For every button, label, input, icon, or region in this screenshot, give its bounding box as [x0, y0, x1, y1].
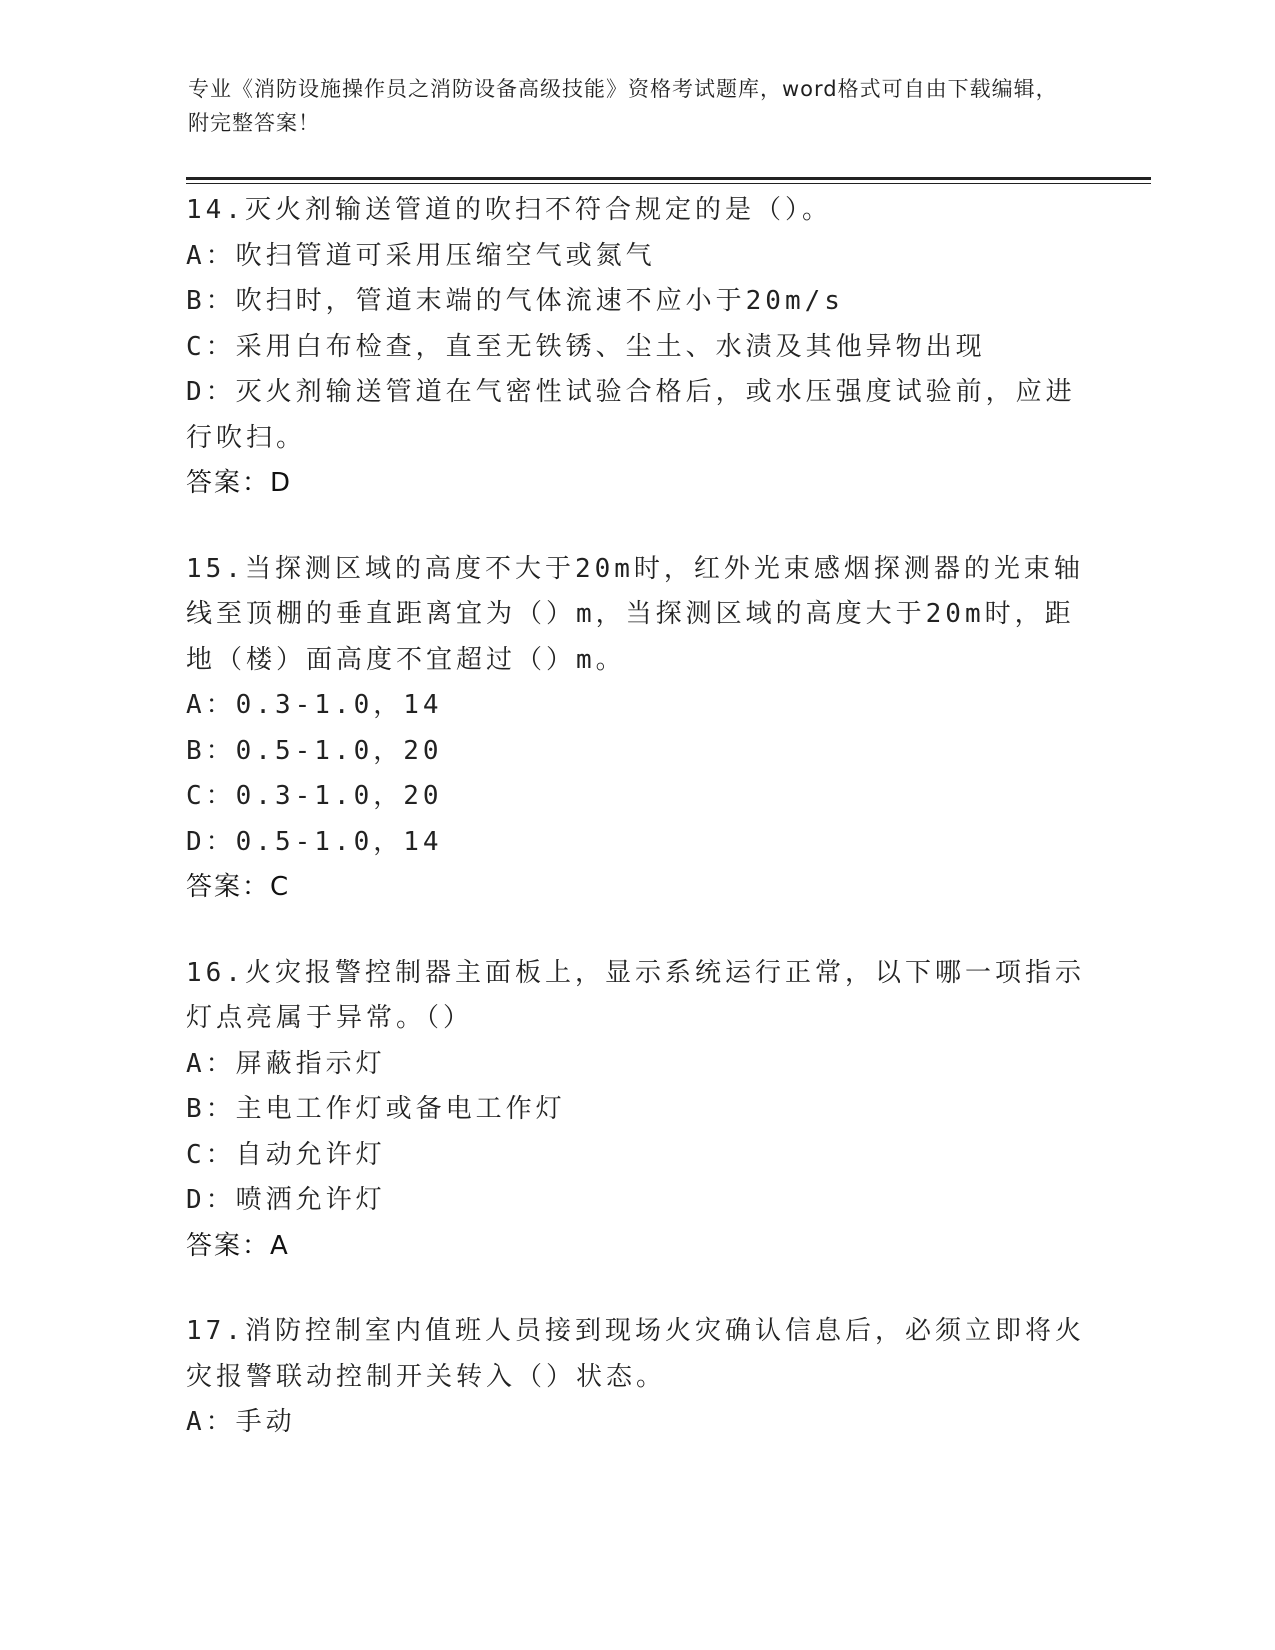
option-c: C：采用白布检查，直至无铁锈、尘土、水渍及其他异物出现 — [186, 331, 986, 362]
option-b: B：主电工作灯或备电工作灯 — [186, 1094, 566, 1124]
question-14 — [186, 188, 1086, 507]
question-15 — [186, 547, 1086, 911]
answer-line: 答案：C — [186, 872, 291, 902]
question-16 — [186, 951, 1086, 1270]
question-stem: 17.消防控制室内值班人员接到现场火灾确认信息后，必须立即将火灾报警联动控制开关转入（）状态。 — [186, 1316, 1085, 1392]
answer-line: 答案：D — [186, 468, 293, 498]
header-divider-thick — [186, 177, 1151, 180]
question-list — [186, 188, 1086, 1446]
option-c: C：自动允许灯 — [186, 1139, 386, 1170]
question-stem: 16.火灾报警控制器主面板上，显示系统运行正常，以下哪一项指示灯点亮属于异常。（） — [186, 957, 1085, 1033]
option-a: A：0.3-1.0，14 — [186, 690, 443, 720]
question-17 — [186, 1309, 1086, 1446]
option-c: C：0.3-1.0，20 — [186, 781, 443, 811]
option-d: D：灭火剂输送管道在气密性试验合格后，或水压强度试验前，应进行吹扫。 — [186, 377, 1076, 453]
document-header: 专业《消防设施操作员之消防设备高级技能》资格考试题库，word格式可自由下载编辑，附完整答案！ — [188, 77, 1058, 135]
option-b: B：0.5-1.0，20 — [186, 735, 443, 766]
option-b: B：吹扫时，管道末端的气体流速不应小于20m/s — [186, 286, 844, 316]
answer-line: 答案：A — [186, 1230, 290, 1261]
option-a: A：吹扫管道可采用压缩空气或氮气 — [186, 240, 656, 271]
option-d: D：喷洒允许灯 — [186, 1185, 386, 1215]
question-stem: 14.灭火剂输送管道的吹扫不符合规定的是（）。 — [186, 195, 832, 225]
option-d: D：0.5-1.0，14 — [186, 826, 443, 857]
header-divider-thin — [186, 183, 1151, 184]
option-a: A：手动 — [186, 1407, 296, 1437]
question-stem: 15.当探测区域的高度不大于20m时，红外光束感烟探测器的光束轴线至顶棚的垂直距离宜为（）m，当探测区域的高度大于20m时，距地（楼）面高度不宜超过（）m。 — [186, 553, 1084, 675]
option-a: A：屏蔽指示灯 — [186, 1048, 386, 1079]
